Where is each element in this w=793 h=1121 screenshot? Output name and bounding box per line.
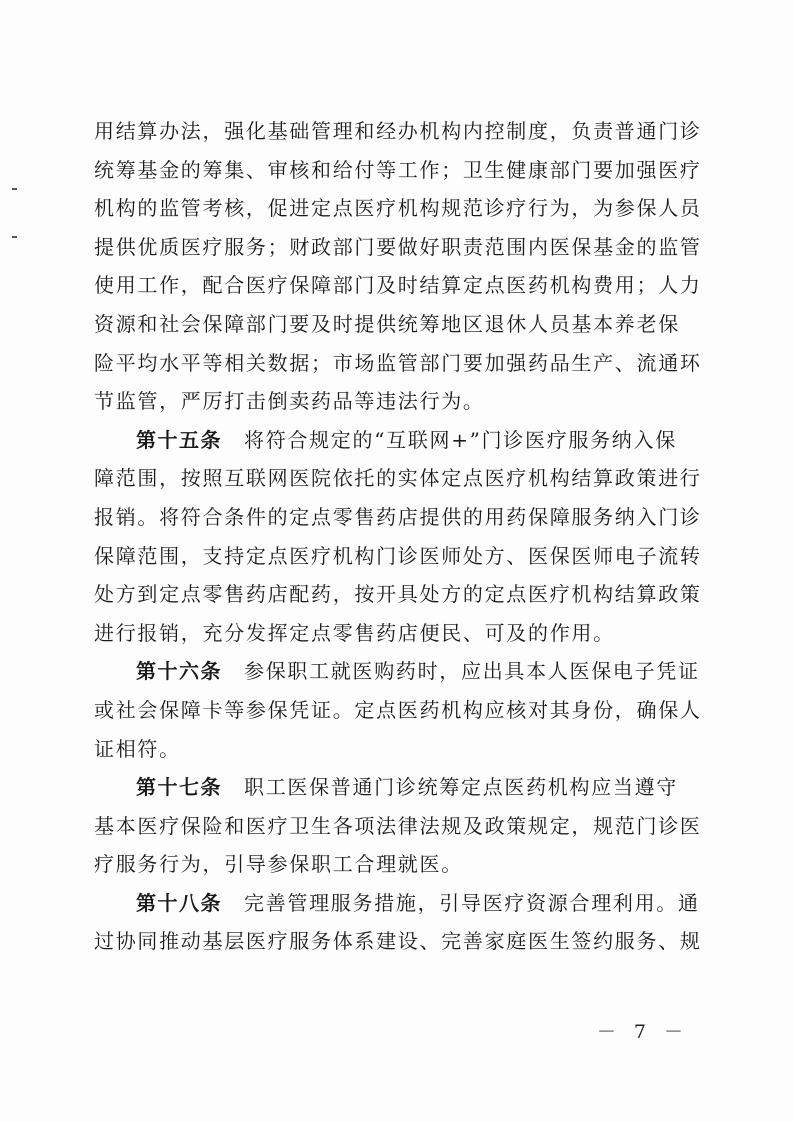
article-title: 第十七条 bbox=[136, 775, 222, 800]
article-title: 第十五条 bbox=[136, 427, 222, 452]
text-line: 基本医疗保险和医疗卫生各项法律法规及政策规定，规范门诊医 bbox=[94, 813, 702, 838]
text-line bbox=[94, 884, 698, 923]
paragraph-continuation bbox=[94, 112, 702, 421]
margin-mark bbox=[12, 188, 17, 190]
article-16 bbox=[94, 652, 702, 768]
text-line: 进行报销，充分发挥定点零售药店便民、可及的作用。 bbox=[94, 620, 615, 645]
text-line bbox=[94, 768, 698, 807]
text-line: 使用工作，配合医疗保障部门及时结算定点医药机构费用；人力 bbox=[94, 273, 702, 298]
article-first-line: 职工医保普通门诊统筹定点医药机构应当遵守 bbox=[244, 775, 678, 800]
text-line: 证相符。 bbox=[94, 736, 181, 761]
text-line: 机构的监管考核，促进定点医疗机构规范诊疗行为，为参保人员 bbox=[94, 196, 702, 221]
article-17 bbox=[94, 768, 702, 884]
text-line: 资源和社会保障部门要及时提供统筹地区退休人员基本养老保 bbox=[94, 311, 680, 336]
article-first-line: 将符合规定的“互联网+”门诊医疗服务纳入保 bbox=[244, 427, 677, 452]
text-line: 统筹基金的筹集、审核和给付等工作；卫生健康部门要加强医疗 bbox=[94, 157, 702, 182]
margin-mark bbox=[12, 236, 17, 238]
text-line bbox=[94, 421, 698, 460]
text-line: 疗服务行为，引导参保职工合理就医。 bbox=[94, 852, 463, 877]
body-text bbox=[94, 112, 702, 961]
text-line: 用结算办法，强化基础管理和经办机构内控制度，负责普通门诊 bbox=[94, 119, 702, 143]
article-first-line: 完善管理服务措施，引导医疗资源合理利用。通 bbox=[244, 890, 700, 915]
article-18 bbox=[94, 884, 702, 961]
text-line: 保障范围，支持定点医疗机构门诊医师处方、医保医师电子流转 bbox=[94, 543, 702, 568]
page-number: － 7 － bbox=[596, 1021, 689, 1043]
article-first-line: 参保职工就医购药时，应出具本人医保电子凭证 bbox=[244, 659, 700, 684]
text-line: 或社会保障卡等参保凭证。定点医药机构应核对其身份，确保人 bbox=[94, 697, 702, 722]
text-line bbox=[94, 652, 698, 691]
text-line: 险平均水平等相关数据；市场监管部门要加强药品生产、流通环 bbox=[94, 350, 702, 375]
text-line: 处方到定点零售药店配药，按开具处方的定点医疗机构结算政策 bbox=[94, 582, 702, 607]
article-title: 第十八条 bbox=[136, 890, 222, 915]
text-line: 提供优质医疗服务；财政部门要做好职责范围内医保基金的监管 bbox=[94, 234, 702, 259]
article-title: 第十六条 bbox=[136, 659, 222, 684]
text-line: 障范围，按照互联网医院依托的实体定点医疗机构结算政策进行 bbox=[94, 466, 702, 491]
article-15 bbox=[94, 421, 702, 653]
text-line: 过协同推动基层医疗服务体系建设、完善家庭医生签约服务、规 bbox=[94, 929, 702, 954]
text-line: 报销。将符合条件的定点零售药店提供的用药保障服务纳入门诊 bbox=[94, 504, 702, 529]
text-line: 节监管，严厉打击倒卖药品等违法行为。 bbox=[94, 389, 485, 414]
